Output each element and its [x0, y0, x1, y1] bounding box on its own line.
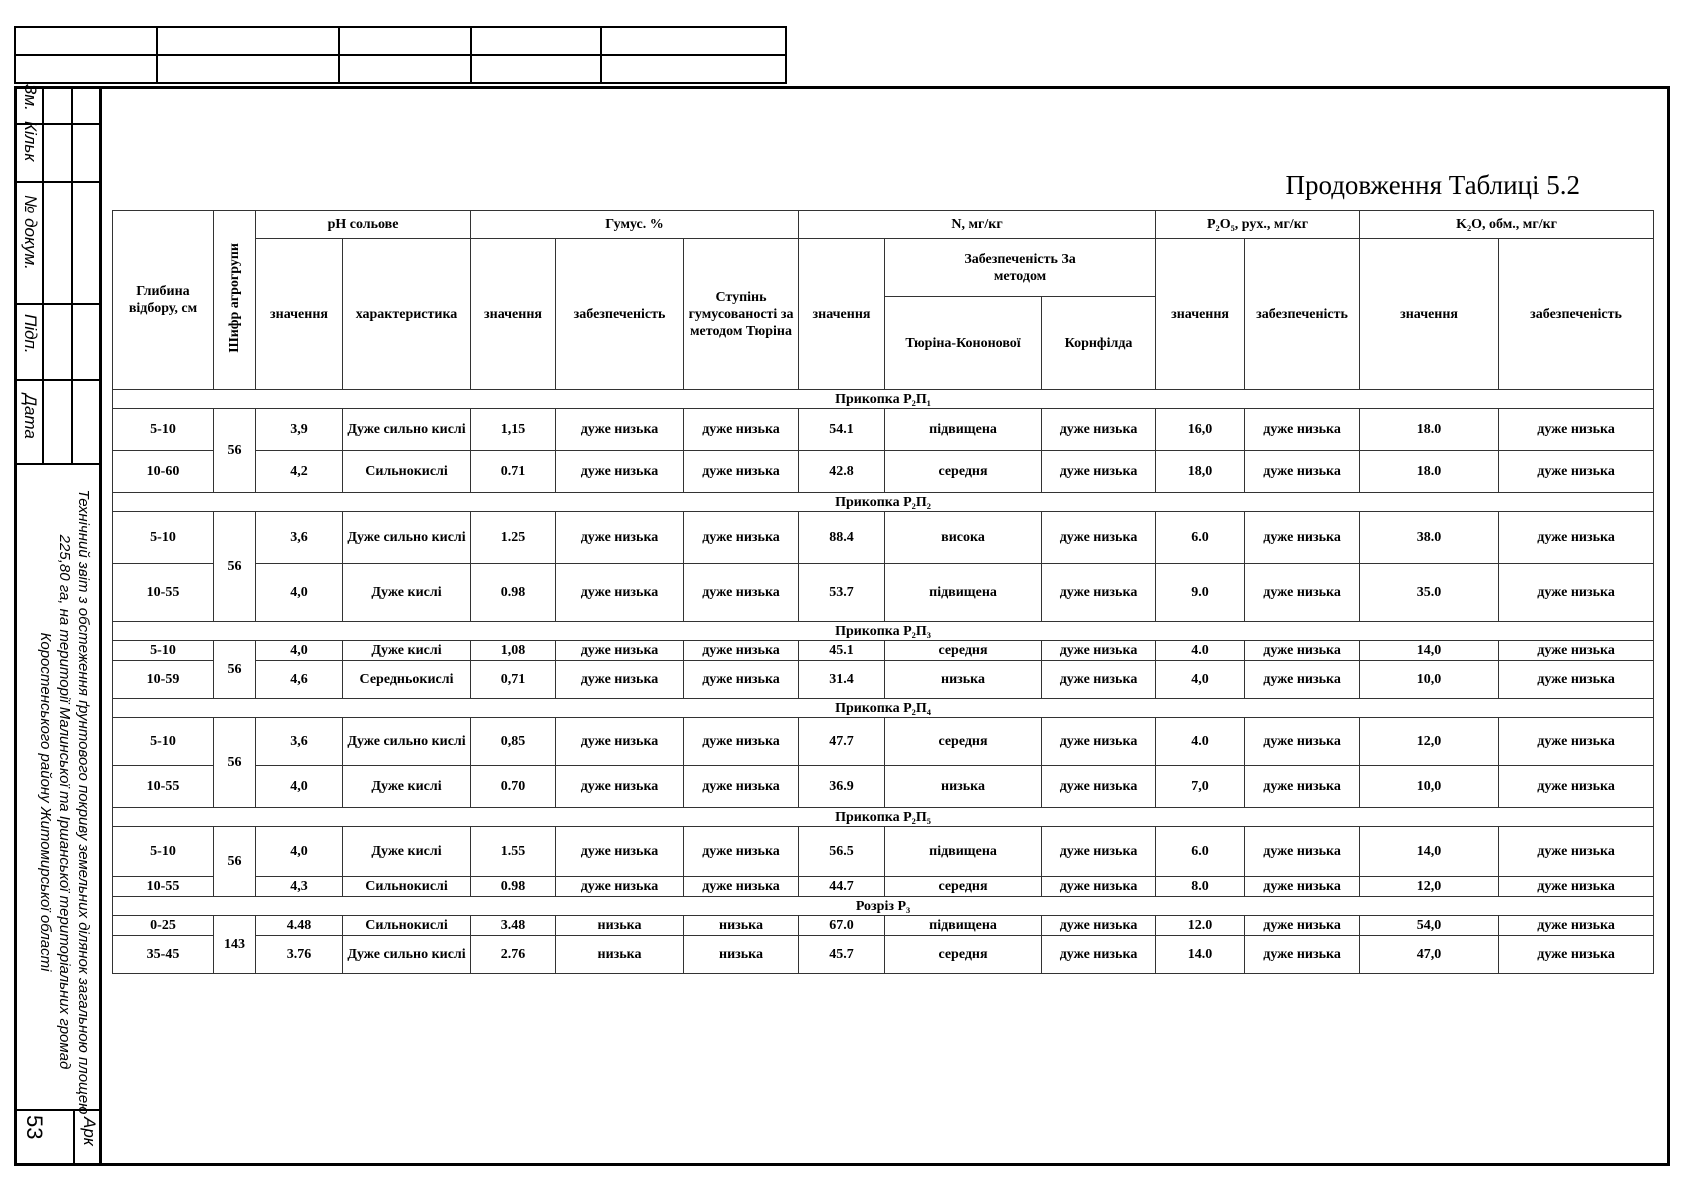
cell-humus-sup: дуже низька — [556, 766, 684, 808]
cell-k-sup: дуже низька — [1499, 451, 1654, 493]
cell-ph-char: Дуже сильно кислі — [343, 409, 471, 451]
cell-p: 14.0 — [1156, 936, 1245, 974]
cell-humus: 0,85 — [471, 718, 556, 766]
cell-k-sup: дуже низька — [1499, 661, 1654, 699]
table-row — [113, 512, 1654, 564]
cell-ph: 4,6 — [256, 661, 343, 699]
cell-n: 47.7 — [799, 718, 885, 766]
cell-humus-sup: дуже низька — [556, 451, 684, 493]
cell-k-sup: дуже низька — [1499, 564, 1654, 622]
cell-ph: 3,6 — [256, 512, 343, 564]
soil-analysis-table — [112, 210, 1654, 974]
header-k: K₂O, обм., мг/кг — [1360, 211, 1654, 239]
cell-agro: 56 — [214, 827, 256, 897]
cell-n-tk: підвищена — [885, 564, 1042, 622]
cell-k: 10,0 — [1360, 661, 1499, 699]
cell-humus-sup: дуже низька — [556, 827, 684, 877]
cell-humus-deg: дуже низька — [684, 409, 799, 451]
stamp-label-kilk: Кільк — [21, 121, 40, 162]
cell-n: 31.4 — [799, 661, 885, 699]
cell-humus-sup: дуже низька — [556, 512, 684, 564]
cell-p: 18,0 — [1156, 451, 1245, 493]
cell-k-sup: дуже низька — [1499, 766, 1654, 808]
cell-p-sup: дуже низька — [1245, 564, 1360, 622]
cell-ph-char: Дуже кислі — [343, 827, 471, 877]
header-tyurin: Тюріна-Кононової — [885, 297, 1042, 390]
cell-n-tk: середня — [885, 451, 1042, 493]
section-title: Прикопка Р₂П₅ — [113, 808, 1654, 827]
cell-humus: 1,08 — [471, 641, 556, 661]
cell-humus-sup: низька — [556, 916, 684, 936]
cell-n: 44.7 — [799, 877, 885, 897]
sheet-number: 53 — [22, 1115, 47, 1140]
cell-k-sup: дуже низька — [1499, 409, 1654, 451]
cell-humus-deg: дуже низька — [684, 661, 799, 699]
header-humus-degree: Ступінь гумусованості за методом Тюріна — [684, 239, 799, 390]
cell-ph: 4,0 — [256, 641, 343, 661]
cell-p: 4,0 — [1156, 661, 1245, 699]
cell-p-sup: дуже низька — [1245, 641, 1360, 661]
cell-n-tk: середня — [885, 641, 1042, 661]
cell-humus: 2.76 — [471, 936, 556, 974]
cell-humus: 0.70 — [471, 766, 556, 808]
cell-n: 36.9 — [799, 766, 885, 808]
cell-p: 9.0 — [1156, 564, 1245, 622]
cell-ph: 3,6 — [256, 718, 343, 766]
cell-humus: 1.55 — [471, 827, 556, 877]
cell-n-tk: середня — [885, 877, 1042, 897]
cell-n-k: дуже низька — [1042, 936, 1156, 974]
cell-n-k: дуже низька — [1042, 451, 1156, 493]
cell-depth: 5-10 — [113, 718, 214, 766]
cell-humus: 0,71 — [471, 661, 556, 699]
cell-ph-char: Сильнокислі — [343, 916, 471, 936]
cell-n: 45.1 — [799, 641, 885, 661]
cell-n-tk: низька — [885, 766, 1042, 808]
cell-k-sup: дуже низька — [1499, 916, 1654, 936]
top-stamp-table — [14, 26, 787, 84]
cell-ph-char: Дуже кислі — [343, 641, 471, 661]
header-agro: Шифр агрогрупи — [214, 211, 256, 390]
cell-humus-deg: дуже низька — [684, 718, 799, 766]
cell-k: 35.0 — [1360, 564, 1499, 622]
stamp-label-sign: Підп. — [21, 314, 40, 354]
cell-n-k: дуже низька — [1042, 916, 1156, 936]
header-kornfield: Корнфілда — [1042, 297, 1156, 390]
cell-p-sup: дуже низька — [1245, 512, 1360, 564]
section-row — [113, 493, 1654, 512]
cell-ph-char: Дуже кислі — [343, 766, 471, 808]
header-humus: Гумус. % — [471, 211, 799, 239]
cell-ph: 4.48 — [256, 916, 343, 936]
cell-humus-sup: дуже низька — [556, 661, 684, 699]
header-k-supply: забезпеченість — [1499, 239, 1654, 390]
cell-k: 18.0 — [1360, 409, 1499, 451]
cell-p: 16,0 — [1156, 409, 1245, 451]
cell-n-k: дуже низька — [1042, 564, 1156, 622]
cell-n: 54.1 — [799, 409, 885, 451]
header-k-value: значення — [1360, 239, 1499, 390]
cell-p-sup: дуже низька — [1245, 661, 1360, 699]
cell-p: 8.0 — [1156, 877, 1245, 897]
section-row — [113, 699, 1654, 718]
cell-ph-char: Середньокислі — [343, 661, 471, 699]
cell-p-sup: дуже низька — [1245, 936, 1360, 974]
stamp-label-doc: № докум. — [21, 195, 40, 270]
section-title: Розріз Р₃ — [113, 897, 1654, 916]
cell-n: 45.7 — [799, 936, 885, 974]
cell-ph-char: Дуже сильно кислі — [343, 718, 471, 766]
cell-n-k: дуже низька — [1042, 512, 1156, 564]
cell-humus: 1,15 — [471, 409, 556, 451]
table-row — [113, 451, 1654, 493]
cell-ph-char: Дуже сильно кислі — [343, 936, 471, 974]
cell-n-k: дуже низька — [1042, 827, 1156, 877]
cell-n-tk: підвищена — [885, 827, 1042, 877]
cell-humus: 0.71 — [471, 451, 556, 493]
cell-p: 4.0 — [1156, 641, 1245, 661]
cell-p: 12.0 — [1156, 916, 1245, 936]
cell-n-tk: середня — [885, 936, 1042, 974]
cell-humus-sup: дуже низька — [556, 564, 684, 622]
section-row — [113, 808, 1654, 827]
header-depth: Глибина відбору, см — [113, 211, 214, 390]
cell-depth: 0-25 — [113, 916, 214, 936]
section-row — [113, 897, 1654, 916]
cell-p: 7,0 — [1156, 766, 1245, 808]
cell-k: 47,0 — [1360, 936, 1499, 974]
cell-humus-sup: дуже низька — [556, 877, 684, 897]
cell-ph: 4,2 — [256, 451, 343, 493]
section-row — [113, 622, 1654, 641]
header-n-value: значення — [799, 239, 885, 390]
header-humus-value: значення — [471, 239, 556, 390]
cell-n-k: дуже низька — [1042, 409, 1156, 451]
table-row — [113, 766, 1654, 808]
cell-ph-char: Дуже кислі — [343, 564, 471, 622]
cell-p: 6.0 — [1156, 827, 1245, 877]
cell-ph-char: Сильнокислі — [343, 451, 471, 493]
table-row — [113, 916, 1654, 936]
table-row — [113, 936, 1654, 974]
cell-k: 54,0 — [1360, 916, 1499, 936]
table-row — [113, 661, 1654, 699]
cell-p-sup: дуже низька — [1245, 718, 1360, 766]
cell-k-sup: дуже низька — [1499, 512, 1654, 564]
cell-n-k: дуже низька — [1042, 766, 1156, 808]
cell-ph-char: Сильнокислі — [343, 877, 471, 897]
cell-n-tk: підвищена — [885, 916, 1042, 936]
cell-depth: 10-60 — [113, 451, 214, 493]
cell-p: 4.0 — [1156, 718, 1245, 766]
stamp-description: Технічний звіт з обстеження ґрунтового покриву земельних ділянок загальною площею 225,80 га, на території Малинської та Іршанської територіальних громад Коростенського району Житомирської області — [37, 489, 92, 1115]
header-ph-char: характеристика — [343, 239, 471, 390]
cell-humus: 1.25 — [471, 512, 556, 564]
cell-p: 6.0 — [1156, 512, 1245, 564]
cell-p-sup: дуже низька — [1245, 409, 1360, 451]
cell-k: 10,0 — [1360, 766, 1499, 808]
cell-humus-deg: низька — [684, 916, 799, 936]
sheet-label: Арк — [80, 1117, 99, 1146]
stamp-label-date: Дата — [21, 394, 40, 439]
cell-n: 42.8 — [799, 451, 885, 493]
cell-humus-deg: дуже низька — [684, 451, 799, 493]
table-body — [113, 390, 1654, 974]
cell-depth: 5-10 — [113, 827, 214, 877]
cell-depth: 5-10 — [113, 641, 214, 661]
table-row — [113, 718, 1654, 766]
cell-n-k: дуже низька — [1042, 718, 1156, 766]
cell-k-sup: дуже низька — [1499, 936, 1654, 974]
cell-depth: 10-55 — [113, 766, 214, 808]
cell-agro: 56 — [214, 718, 256, 808]
table-row — [113, 409, 1654, 451]
header-p: P₂O₅, рух., мг/кг — [1156, 211, 1360, 239]
cell-p-sup: дуже низька — [1245, 451, 1360, 493]
cell-depth: 35-45 — [113, 936, 214, 974]
cell-n-k: дуже низька — [1042, 661, 1156, 699]
header-ph: pH сольове — [256, 211, 471, 239]
header-humus-supply: забезпеченість — [556, 239, 684, 390]
cell-agro: 143 — [214, 916, 256, 974]
cell-n: 88.4 — [799, 512, 885, 564]
cell-humus-sup: дуже низька — [556, 718, 684, 766]
cell-humus-sup: низька — [556, 936, 684, 974]
cell-k: 12,0 — [1360, 877, 1499, 897]
table-row — [113, 827, 1654, 877]
cell-ph: 4,3 — [256, 877, 343, 897]
header-p-value: значення — [1156, 239, 1245, 390]
section-title: Прикопка Р₂П₂ — [113, 493, 1654, 512]
cell-humus: 0.98 — [471, 564, 556, 622]
cell-n-tk: середня — [885, 718, 1042, 766]
cell-depth: 5-10 — [113, 409, 214, 451]
cell-depth: 10-55 — [113, 877, 214, 897]
section-row — [113, 390, 1654, 409]
cell-humus-deg: дуже низька — [684, 877, 799, 897]
cell-p-sup: дуже низька — [1245, 916, 1360, 936]
section-title: Прикопка Р₂П₄ — [113, 699, 1654, 718]
cell-ph: 3.76 — [256, 936, 343, 974]
cell-k: 12,0 — [1360, 718, 1499, 766]
table-row — [113, 564, 1654, 622]
cell-agro: 56 — [214, 409, 256, 493]
cell-depth: 5-10 — [113, 512, 214, 564]
cell-ph: 3,9 — [256, 409, 343, 451]
cell-n-k: дуже низька — [1042, 641, 1156, 661]
cell-p-sup: дуже низька — [1245, 766, 1360, 808]
cell-k: 14,0 — [1360, 827, 1499, 877]
cell-humus-deg: низька — [684, 936, 799, 974]
cell-agro: 56 — [214, 641, 256, 699]
table-row — [113, 641, 1654, 661]
cell-ph: 4,0 — [256, 827, 343, 877]
cell-humus: 0.98 — [471, 877, 556, 897]
cell-humus-deg: дуже низька — [684, 641, 799, 661]
cell-humus-sup: дуже низька — [556, 409, 684, 451]
header-ph-value: значення — [256, 239, 343, 390]
cell-k: 18.0 — [1360, 451, 1499, 493]
cell-k-sup: дуже низька — [1499, 641, 1654, 661]
cell-n: 56.5 — [799, 827, 885, 877]
cell-humus-deg: дуже низька — [684, 512, 799, 564]
cell-k-sup: дуже низька — [1499, 718, 1654, 766]
table-row — [113, 877, 1654, 897]
cell-k-sup: дуже низька — [1499, 827, 1654, 877]
cell-humus-deg: дуже низька — [684, 766, 799, 808]
cell-humus-deg: дуже низька — [684, 564, 799, 622]
header-n-supply-method: Забезпеченість За методом — [885, 239, 1156, 297]
cell-p-sup: дуже низька — [1245, 877, 1360, 897]
header-p-supply: забезпеченість — [1245, 239, 1360, 390]
section-title: Прикопка Р₂П₃ — [113, 622, 1654, 641]
cell-n-k: дуже низька — [1042, 877, 1156, 897]
cell-n-tk: підвищена — [885, 409, 1042, 451]
cell-n-tk: низька — [885, 661, 1042, 699]
cell-k: 38.0 — [1360, 512, 1499, 564]
cell-humus: 3.48 — [471, 916, 556, 936]
table-title: Продовження Таблиці 5.2 — [1285, 170, 1580, 200]
stamp-label-zm: Зм. — [21, 84, 40, 111]
cell-n: 53.7 — [799, 564, 885, 622]
cell-depth: 10-59 — [113, 661, 214, 699]
cell-depth: 10-55 — [113, 564, 214, 622]
cell-n: 67.0 — [799, 916, 885, 936]
section-title: Прикопка Р₂П₁ — [113, 390, 1654, 409]
cell-humus-deg: дуже низька — [684, 827, 799, 877]
cell-humus-sup: дуже низька — [556, 641, 684, 661]
cell-n-tk: висока — [885, 512, 1042, 564]
cell-agro: 56 — [214, 512, 256, 622]
cell-ph: 4,0 — [256, 766, 343, 808]
cell-p-sup: дуже низька — [1245, 827, 1360, 877]
cell-k: 14,0 — [1360, 641, 1499, 661]
cell-ph: 4,0 — [256, 564, 343, 622]
cell-k-sup: дуже низька — [1499, 877, 1654, 897]
cell-ph-char: Дуже сильно кислі — [343, 512, 471, 564]
header-n: N, мг/кг — [799, 211, 1156, 239]
side-stamp — [14, 86, 102, 1166]
